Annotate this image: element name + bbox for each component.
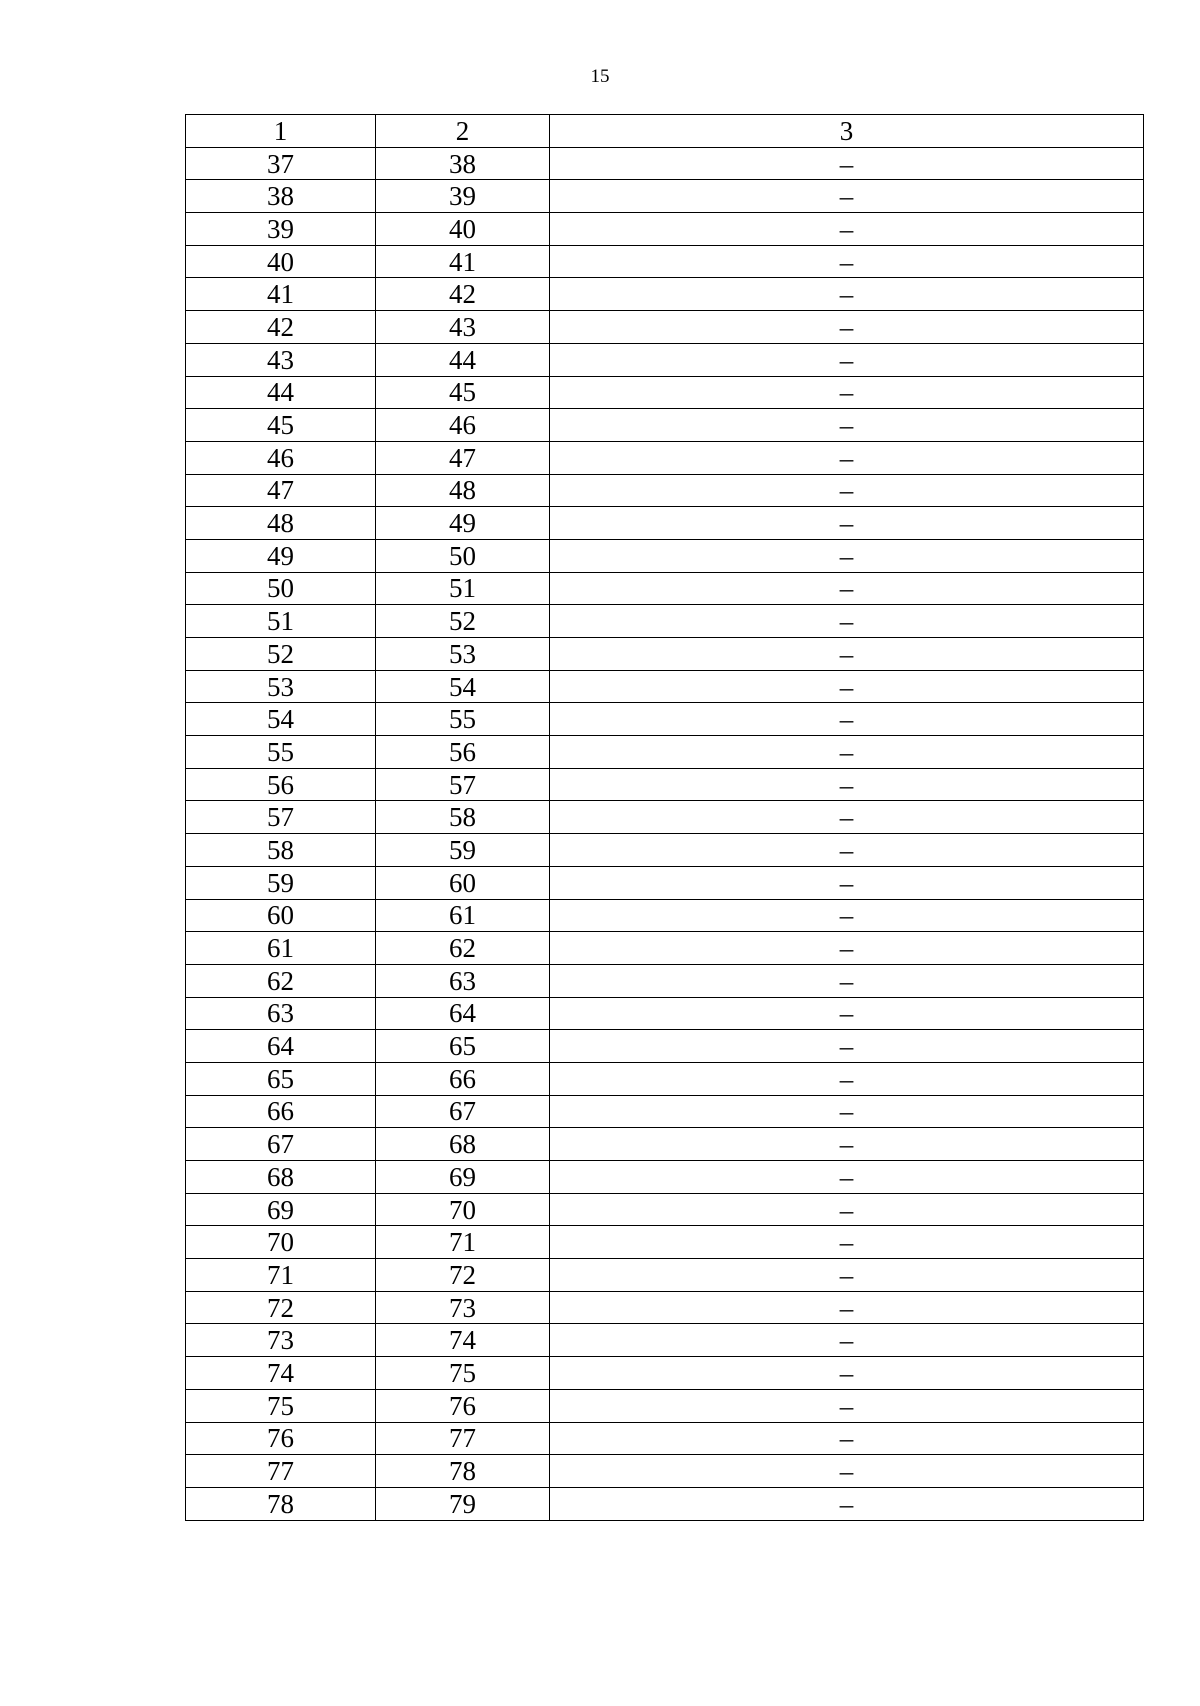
table-row [186,1030,1144,1063]
data-table [185,114,1144,1521]
table-row [186,441,1144,474]
table-cell-col-2: 44 [376,343,550,376]
table-cell-col-3: – [550,1259,1144,1292]
table-row [186,1095,1144,1128]
table-cell-col-3: – [550,409,1144,442]
table-cell-col-1: 62 [186,964,376,997]
table-cell-col-2: 43 [376,311,550,344]
table-cell-col-3: – [550,932,1144,965]
table-cell-col-1: 66 [186,1095,376,1128]
table-cell-col-3: – [550,1226,1144,1259]
table-cell-col-1: 77 [186,1455,376,1488]
table-cell-col-3: – [550,1030,1144,1063]
table-cell-col-1: 65 [186,1062,376,1095]
table-row [186,834,1144,867]
table-cell-col-3: – [550,376,1144,409]
table-cell-col-1: 46 [186,441,376,474]
table-cell-col-3: – [550,866,1144,899]
table-row [186,801,1144,834]
table-cell-col-1: 60 [186,899,376,932]
table-cell-col-3: – [550,834,1144,867]
table-cell-col-3: – [550,474,1144,507]
table-cell-col-3: – [550,670,1144,703]
table-row [186,409,1144,442]
table-cell-col-2: 55 [376,703,550,736]
table-cell-col-1: 48 [186,507,376,540]
table-cell-col-2: 52 [376,605,550,638]
table-cell-col-2: 54 [376,670,550,703]
table-cell-col-2: 65 [376,1030,550,1063]
table-cell-col-2: 47 [376,441,550,474]
table-cell-col-1: 50 [186,572,376,605]
table-row [186,638,1144,671]
table-cell-col-3: – [550,180,1144,213]
table-row [186,964,1144,997]
table-cell-col-2: 49 [376,507,550,540]
table-row [186,670,1144,703]
header-cell-col-1: 1 [186,115,376,148]
table-cell-col-2: 39 [376,180,550,213]
table-cell-col-2: 61 [376,899,550,932]
table-cell-col-3: – [550,768,1144,801]
table-row [186,1128,1144,1161]
table-cell-col-2: 79 [376,1487,550,1520]
table-cell-col-2: 38 [376,147,550,180]
table-cell-col-3: – [550,311,1144,344]
table-cell-col-3: – [550,997,1144,1030]
page-number: 15 [590,66,610,87]
table-cell-col-1: 58 [186,834,376,867]
table-cell-col-1: 67 [186,1128,376,1161]
table-cell-col-1: 49 [186,539,376,572]
table-cell-col-1: 41 [186,278,376,311]
table-cell-col-1: 45 [186,409,376,442]
table-cell-col-1: 38 [186,180,376,213]
table-row [186,1226,1144,1259]
table-cell-col-2: 57 [376,768,550,801]
table-cell-col-2: 72 [376,1259,550,1292]
table-cell-col-2: 69 [376,1161,550,1194]
table-cell-col-3: – [550,703,1144,736]
table-row [186,1389,1144,1422]
table-cell-col-2: 63 [376,964,550,997]
table-cell-col-1: 47 [186,474,376,507]
table-row [186,899,1144,932]
table-cell-col-2: 59 [376,834,550,867]
table-cell-col-2: 50 [376,539,550,572]
table-cell-col-1: 39 [186,213,376,246]
table-cell-col-1: 57 [186,801,376,834]
table-cell-col-3: – [550,1324,1144,1357]
table-cell-col-3: – [550,343,1144,376]
table-cell-col-3: – [550,441,1144,474]
table-header-row [186,115,1144,148]
table-cell-col-3: – [550,278,1144,311]
table-cell-col-1: 78 [186,1487,376,1520]
table-cell-col-1: 74 [186,1357,376,1390]
table-cell-col-3: – [550,964,1144,997]
table-cell-col-2: 60 [376,866,550,899]
table-cell-col-1: 55 [186,736,376,769]
table-cell-col-2: 66 [376,1062,550,1095]
table-cell-col-2: 53 [376,638,550,671]
table-cell-col-3: – [550,1161,1144,1194]
table-row [186,703,1144,736]
header-cell-col-3: 3 [550,115,1144,148]
table-cell-col-3: – [550,638,1144,671]
table-row [186,311,1144,344]
table-cell-col-1: 69 [186,1193,376,1226]
table-row [186,1193,1144,1226]
table-cell-col-1: 40 [186,245,376,278]
table-cell-col-2: 73 [376,1291,550,1324]
table-row [186,768,1144,801]
table-cell-col-3: – [550,736,1144,769]
table-cell-col-2: 42 [376,278,550,311]
table-cell-col-3: – [550,539,1144,572]
table-cell-col-2: 71 [376,1226,550,1259]
table-cell-col-1: 64 [186,1030,376,1063]
table-cell-col-1: 75 [186,1389,376,1422]
table-cell-col-3: – [550,1062,1144,1095]
table-cell-col-2: 51 [376,572,550,605]
table-row [186,245,1144,278]
table-cell-col-1: 72 [186,1291,376,1324]
table-cell-col-2: 64 [376,997,550,1030]
table-cell-col-1: 70 [186,1226,376,1259]
table-row [186,736,1144,769]
table-cell-col-3: – [550,147,1144,180]
table-cell-col-2: 77 [376,1422,550,1455]
table-row [186,180,1144,213]
table-cell-col-1: 73 [186,1324,376,1357]
table-row [186,1324,1144,1357]
table-cell-col-2: 67 [376,1095,550,1128]
table-cell-col-2: 56 [376,736,550,769]
table-cell-col-3: – [550,1455,1144,1488]
table-cell-col-2: 58 [376,801,550,834]
table-row [186,376,1144,409]
table-row [186,572,1144,605]
table-row [186,1161,1144,1194]
table-row [186,1291,1144,1324]
table-cell-col-1: 37 [186,147,376,180]
table-cell-col-2: 74 [376,1324,550,1357]
table-cell-col-1: 76 [186,1422,376,1455]
table-cell-col-1: 59 [186,866,376,899]
table-row [186,1487,1144,1520]
table-cell-col-2: 68 [376,1128,550,1161]
table-cell-col-1: 52 [186,638,376,671]
table-row [186,1455,1144,1488]
table-cell-col-3: – [550,1291,1144,1324]
table-cell-col-3: – [550,1128,1144,1161]
table-cell-col-2: 40 [376,213,550,246]
table-cell-col-3: – [550,507,1144,540]
table-row [186,1422,1144,1455]
table-cell-col-3: – [550,1193,1144,1226]
table-cell-col-3: – [550,605,1144,638]
table-row [186,278,1144,311]
table-cell-col-1: 61 [186,932,376,965]
table-cell-col-3: – [550,1389,1144,1422]
table-cell-col-3: – [550,899,1144,932]
table-cell-col-1: 54 [186,703,376,736]
table-cell-col-3: – [550,1422,1144,1455]
table-cell-col-2: 45 [376,376,550,409]
table-row [186,343,1144,376]
table-cell-col-3: – [550,1487,1144,1520]
table-cell-col-1: 42 [186,311,376,344]
table-cell-col-1: 44 [186,376,376,409]
table-cell-col-3: – [550,1095,1144,1128]
table-row [186,1062,1144,1095]
table-cell-col-2: 78 [376,1455,550,1488]
table-row [186,147,1144,180]
table-cell-col-1: 63 [186,997,376,1030]
table-cell-col-2: 48 [376,474,550,507]
table-cell-col-2: 75 [376,1357,550,1390]
table-cell-col-2: 62 [376,932,550,965]
table-cell-col-1: 51 [186,605,376,638]
table-row [186,539,1144,572]
table-row [186,997,1144,1030]
table-cell-col-1: 53 [186,670,376,703]
table-row [186,507,1144,540]
table-row [186,1357,1144,1390]
table-cell-col-3: – [550,801,1144,834]
table-cell-col-1: 43 [186,343,376,376]
table-cell-col-3: – [550,213,1144,246]
table-row [186,932,1144,965]
table-cell-col-3: – [550,572,1144,605]
table-cell-col-2: 46 [376,409,550,442]
table-cell-col-1: 68 [186,1161,376,1194]
table-body [186,115,1144,1521]
table-row [186,213,1144,246]
table-cell-col-1: 56 [186,768,376,801]
header-cell-col-2: 2 [376,115,550,148]
table-cell-col-1: 71 [186,1259,376,1292]
table-row [186,866,1144,899]
table-cell-col-3: – [550,1357,1144,1390]
table-row [186,1259,1144,1292]
table-cell-col-2: 41 [376,245,550,278]
table-cell-col-2: 70 [376,1193,550,1226]
table-cell-col-2: 76 [376,1389,550,1422]
table-row [186,474,1144,507]
table-cell-col-3: – [550,245,1144,278]
table-row [186,605,1144,638]
